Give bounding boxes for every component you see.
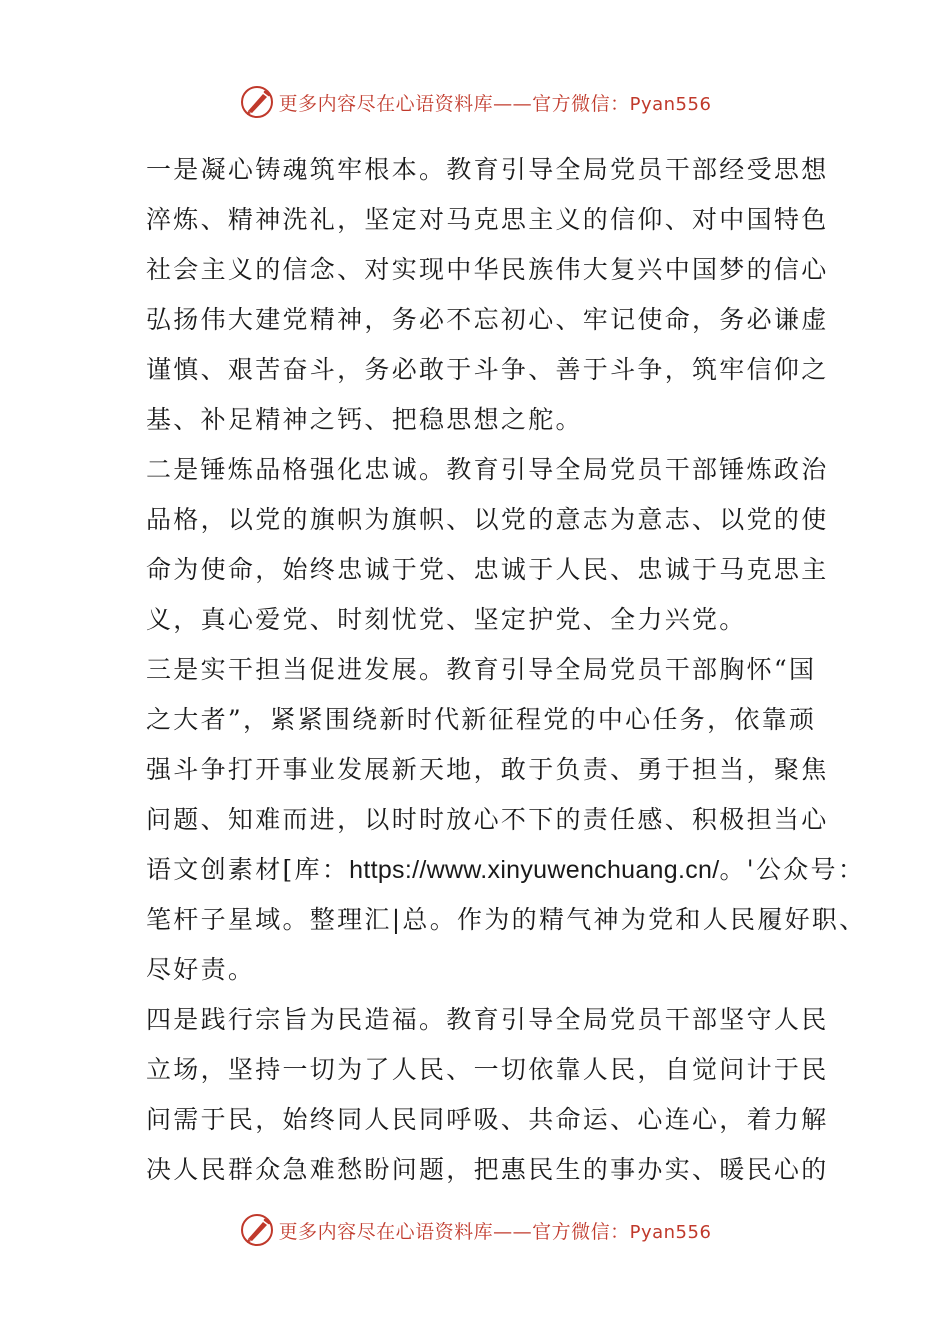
- text-line: 一是凝心铸魂筑牢根本。教育引导全局党员干部经受思想: [146, 155, 829, 184]
- footer-banner-main: 更多内容尽在心语资料库: [278, 1220, 494, 1243]
- mixed-line-suffix: 。'公众号：: [719, 855, 866, 884]
- text-line: 义，真心爱党、时刻忧党、坚定护党、全力兴党。: [146, 605, 747, 634]
- text-line: 问题、知难而进，以时时放心不下的责任感、积极担当心: [146, 805, 829, 834]
- text-line: 社会主义的信念、对实现中华民族伟大复兴中国梦的信心: [146, 255, 829, 284]
- text-line: 尽好责。: [146, 955, 256, 984]
- text-line: 基、补足精神之钙、把稳思想之舵。: [146, 405, 583, 434]
- header-banner-dash: ——: [493, 92, 533, 115]
- mixed-line-prefix: 语文创素材[库：: [146, 855, 350, 884]
- footer-banner-wechat-id: Pyan556: [629, 1221, 712, 1243]
- footer-banner: [0, 1208, 950, 1252]
- footer-banner-dash: ——: [493, 1220, 533, 1243]
- text-line: 淬炼、精神洗礼，坚定对马克思主义的信仰、对中国特色: [146, 205, 829, 234]
- text-line-mixed: [146, 845, 866, 895]
- paragraph-4: [146, 995, 829, 1195]
- text-line: 谨慎、艰苦奋斗，务必敢于斗争、善于斗争，筑牢信仰之: [146, 355, 829, 384]
- text-line: 品格，以党的旗帜为旗帜、以党的意志为意志、以党的使: [146, 505, 829, 534]
- paragraph-2: [146, 445, 829, 645]
- header-banner-text: [279, 89, 712, 116]
- footer-banner-text: [279, 1217, 712, 1244]
- text-line: 二是锤炼品格强化忠诚。教育引导全局党员干部锤炼政治: [146, 455, 829, 484]
- header-banner: [0, 80, 950, 124]
- text-line: 强斗争打开事业发展新天地，敢于负责、勇于担当，聚焦: [146, 755, 829, 784]
- text-line: 立场，坚持一切为了人民、一切依靠人民，自觉问计于民: [146, 1055, 829, 1084]
- pen-logo-icon: [239, 1212, 275, 1248]
- source-url: https://www.xinyuwenchuang.cn/: [349, 856, 720, 884]
- text-line: 三是实干担当促进发展。教育引导全局党员干部胸怀“国: [146, 655, 817, 684]
- text-line: 决人民群众急难愁盼问题，把惠民生的事办实、暖民心的: [146, 1155, 829, 1184]
- footer-banner-wechat-label: 官方微信：: [532, 1220, 630, 1243]
- document-body: [146, 145, 867, 1195]
- header-banner-wechat-id: Pyan556: [629, 93, 712, 115]
- text-line: 笔杆子星域。整理汇|总。作为的精气神为党和人民履好职、: [146, 905, 867, 934]
- pen-logo-icon: [239, 84, 275, 120]
- header-banner-main: 更多内容尽在心语资料库: [278, 92, 494, 115]
- header-banner-wechat-label: 官方微信：: [532, 92, 630, 115]
- text-line: 四是践行宗旨为民造福。教育引导全局党员干部坚守人民: [146, 1005, 829, 1034]
- text-line: 命为使命，始终忠诚于党、忠诚于人民、忠诚于马克思主: [146, 555, 829, 584]
- text-line: 弘扬伟大建党精神，务必不忘初心、牢记使命，务必谦虚: [146, 305, 829, 334]
- paragraph-3: [146, 645, 867, 995]
- text-line: 之大者”，紧紧围绕新时代新征程党的中心任务，依靠顽: [146, 705, 817, 734]
- paragraph-1: [146, 145, 829, 445]
- text-line: 问需于民，始终同人民同呼吸、共命运、心连心，着力解: [146, 1105, 829, 1134]
